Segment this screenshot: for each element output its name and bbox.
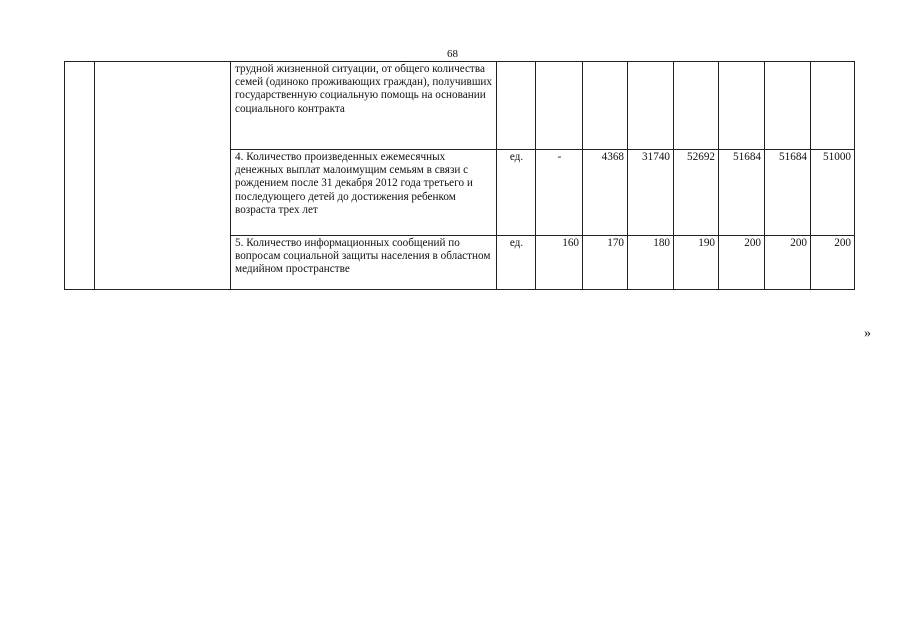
value-cell bbox=[674, 62, 719, 150]
unit-cell: ед. bbox=[497, 150, 536, 236]
value-cell: 51684 bbox=[719, 150, 765, 236]
value-cell bbox=[719, 62, 765, 150]
index-cell bbox=[65, 62, 95, 290]
value-cell: 31740 bbox=[628, 150, 674, 236]
value-cell: 160 bbox=[536, 236, 583, 290]
value-cell: 190 bbox=[674, 236, 719, 290]
value-cell bbox=[628, 62, 674, 150]
value-cell: 51000 bbox=[811, 150, 855, 236]
closing-quote: » bbox=[864, 326, 871, 341]
value-cell: 4368 bbox=[583, 150, 628, 236]
value-cell: 51684 bbox=[765, 150, 811, 236]
table-row bbox=[65, 62, 855, 150]
value-cell bbox=[583, 62, 628, 150]
page-number: 68 bbox=[447, 48, 458, 60]
value-cell: 180 bbox=[628, 236, 674, 290]
value-cell bbox=[765, 62, 811, 150]
value-cell: 200 bbox=[765, 236, 811, 290]
value-cell bbox=[811, 62, 855, 150]
indicator-name-cell: 4. Количество произведенных ежемесячных денежных выплат малоимущим семьям в связи с рождением после 31 декабря 2012 года третьего и последующего детей до достижения ребенком возраста трех лет bbox=[231, 150, 497, 236]
indicators-table bbox=[64, 61, 855, 290]
value-cell: - bbox=[536, 150, 583, 236]
value-cell: 170 bbox=[583, 236, 628, 290]
value-cell: 200 bbox=[719, 236, 765, 290]
program-cell bbox=[95, 62, 231, 290]
value-cell: 200 bbox=[811, 236, 855, 290]
indicator-name-cell: 5. Количество информационных сообщений по вопросам социальной защиты населения в областном медийном пространстве bbox=[231, 236, 497, 290]
value-cell bbox=[536, 62, 583, 150]
indicator-name-cell: трудной жизненной ситуации, от общего количества семей (одиноко проживающих граждан), получивших государственную социальную помощь на основании социального контракта bbox=[231, 62, 497, 150]
unit-cell: ед. bbox=[497, 236, 536, 290]
value-cell: 52692 bbox=[674, 150, 719, 236]
unit-cell bbox=[497, 62, 536, 150]
